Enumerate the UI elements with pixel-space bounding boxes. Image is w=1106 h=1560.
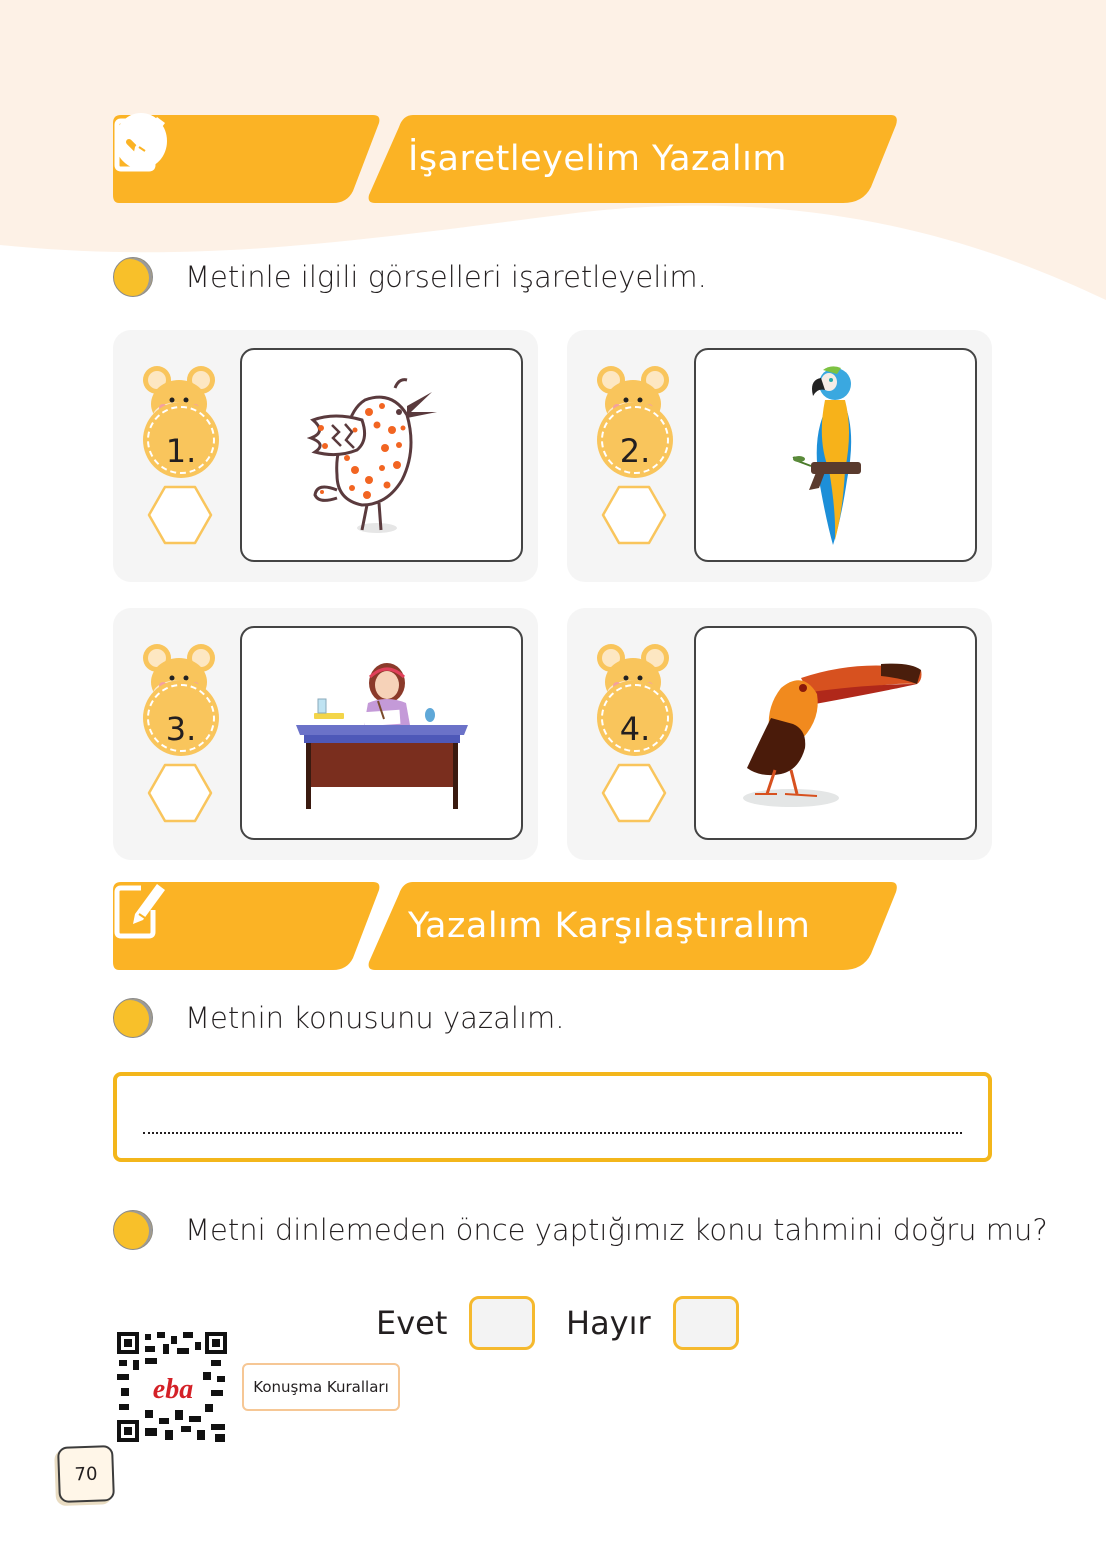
section-header-isaretleyelim-yazalim: [113, 113, 898, 205]
edit-note-icon: [113, 880, 169, 940]
page-number: 70: [57, 1445, 115, 1503]
instruction-text: Metnin konusunu yazalım.: [185, 1001, 565, 1035]
image-card-3: [113, 608, 538, 860]
eba-logo: eba: [152, 1374, 194, 1405]
toucan-illustration: [741, 648, 931, 818]
checkbox-hexagon-3[interactable]: [147, 763, 213, 823]
instruction-mark-images: [113, 257, 707, 297]
macaw-parrot-illustration: [791, 360, 881, 550]
item-number-badge: [597, 680, 673, 756]
image-frame-girl-painting: [240, 626, 523, 840]
checkbox-hexagon-1[interactable]: [147, 485, 213, 545]
item-number: 1.: [165, 432, 197, 470]
bullet-icon: [113, 257, 153, 297]
eba-qr-code[interactable]: [115, 1330, 229, 1444]
instruction-text: Metinle ilgili görselleri işaretleyelim.: [185, 260, 707, 294]
image-card-2: [567, 330, 992, 582]
item-number-badge: [597, 402, 673, 478]
section-title: İşaretleyelim Yazalım: [408, 139, 787, 179]
item-number-badge: [143, 680, 219, 756]
section-title: Yazalım Karşılaştıralım: [408, 906, 811, 946]
topic-answer-field[interactable]: [113, 1072, 992, 1162]
item-number: 3.: [165, 710, 197, 748]
image-frame-toucan: [694, 626, 977, 840]
edit-note-icon: [113, 113, 169, 173]
bullet-icon: [113, 998, 153, 1038]
checkbox-hexagon-4[interactable]: [601, 763, 667, 823]
item-number-badge: [143, 402, 219, 478]
section-header-yazalim-karsilastiralim: [113, 880, 898, 972]
image-frame-bird: [240, 348, 523, 562]
option-label: Evet: [376, 1304, 448, 1342]
option-hayir: [566, 1296, 739, 1350]
dotted-writing-line: [143, 1132, 962, 1134]
konusma-kurallari-link[interactable]: Konuşma Kuralları: [242, 1363, 400, 1411]
checkbox-hexagon-2[interactable]: [601, 485, 667, 545]
instruction-prediction-question: [113, 1210, 1048, 1250]
item-number: 2.: [619, 432, 651, 470]
spotted-bird-illustration: [307, 370, 457, 540]
image-frame-parrot: [694, 348, 977, 562]
evet-checkbox[interactable]: [469, 1296, 535, 1350]
instruction-text: Metni dinlemeden önce yaptığımız konu tahmini doğru mu?: [185, 1213, 1048, 1247]
option-label: Hayır: [566, 1304, 651, 1342]
item-number: 4.: [619, 710, 651, 748]
instruction-write-topic: [113, 998, 565, 1038]
hayir-checkbox[interactable]: [673, 1296, 739, 1350]
girl-painting-at-desk-illustration: [292, 653, 472, 813]
bullet-icon: [113, 1210, 153, 1250]
image-card-4: [567, 608, 992, 860]
option-evet: [376, 1296, 535, 1350]
image-card-1: [113, 330, 538, 582]
